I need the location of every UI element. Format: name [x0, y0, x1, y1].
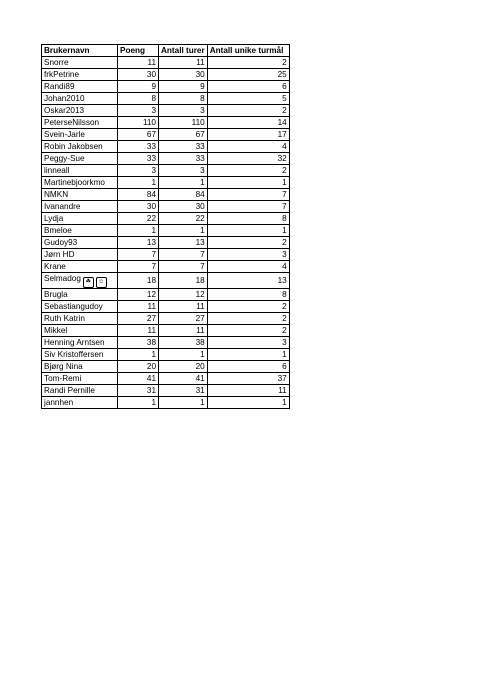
cell-brukernavn-text: Ruth Katrin — [44, 314, 85, 323]
cell-antall-unike-turmal — [207, 69, 289, 81]
cell-antall-turer-text: 12 — [195, 290, 205, 299]
cell-poeng-text: 27 — [146, 314, 156, 323]
table-row — [42, 273, 290, 289]
cell-antall-turer-text: 67 — [195, 130, 205, 139]
cell-antall-unike-turmal-text: 14 — [277, 118, 287, 127]
cell-antall-turer-text: 11 — [196, 326, 205, 335]
cell-antall-unike-turmal — [207, 385, 289, 397]
cell-brukernavn — [42, 57, 118, 69]
cell-antall-turer-text: 20 — [195, 362, 205, 371]
cell-poeng — [118, 349, 159, 361]
table-row — [42, 141, 290, 153]
cell-antall-turer — [159, 117, 208, 129]
cell-antall-turer — [159, 213, 208, 225]
header-antall-turer: Antall turer — [159, 45, 208, 57]
cell-poeng — [118, 361, 159, 373]
header-poeng: Poeng — [118, 45, 159, 57]
cell-brukernavn-text: Sebastiangudoy — [44, 302, 103, 311]
cell-antall-unike-turmal-text: 1 — [282, 226, 287, 235]
cell-antall-turer — [159, 301, 208, 313]
cell-poeng — [118, 313, 159, 325]
cell-antall-unike-turmal — [207, 249, 289, 261]
cell-poeng-text: 1 — [151, 398, 156, 407]
cell-antall-turer — [159, 361, 208, 373]
cell-brukernavn — [42, 337, 118, 349]
cell-antall-turer — [159, 153, 208, 165]
cell-antall-turer-text: 11 — [196, 58, 205, 67]
cell-brukernavn-text: Ivanandre — [44, 202, 81, 211]
cell-brukernavn — [42, 81, 118, 93]
cell-antall-unike-turmal-text: 7 — [282, 190, 287, 199]
cell-antall-turer — [159, 105, 208, 117]
cell-brukernavn — [42, 117, 118, 129]
cell-brukernavn — [42, 93, 118, 105]
cell-antall-unike-turmal-text: 8 — [282, 290, 287, 299]
cell-antall-unike-turmal — [207, 373, 289, 385]
cell-antall-turer — [159, 337, 208, 349]
cell-antall-turer — [159, 57, 208, 69]
cell-poeng — [118, 57, 159, 69]
cell-brukernavn — [42, 385, 118, 397]
scoreboard-table — [41, 44, 290, 409]
table-row — [42, 361, 290, 373]
cell-brukernavn — [42, 325, 118, 337]
cell-antall-turer-text: 38 — [195, 338, 205, 347]
cell-poeng-text: 3 — [151, 166, 156, 175]
table-row — [42, 237, 290, 249]
cell-poeng-text: 30 — [146, 70, 156, 79]
cell-antall-turer — [159, 177, 208, 189]
cell-antall-unike-turmal-text: 13 — [277, 276, 287, 285]
cell-antall-unike-turmal-text: 8 — [282, 214, 287, 223]
cell-brukernavn-text: Randi Pernille — [44, 386, 95, 395]
cell-antall-unike-turmal — [207, 397, 289, 409]
cell-poeng — [118, 273, 159, 289]
cell-brukernavn-text: Brugla — [44, 290, 68, 299]
cell-brukernavn-text: PeterseNilsson — [44, 118, 100, 127]
cell-poeng-text: 1 — [151, 226, 156, 235]
cell-brukernavn — [42, 361, 118, 373]
table-row — [42, 213, 290, 225]
table-row — [42, 165, 290, 177]
cell-antall-turer — [159, 165, 208, 177]
cell-brukernavn-text: linneall — [44, 166, 70, 175]
table-row — [42, 301, 290, 313]
cell-antall-unike-turmal-text: 4 — [282, 262, 287, 271]
cell-antall-turer — [159, 289, 208, 301]
cell-antall-unike-turmal-text: 7 — [282, 202, 287, 211]
cell-poeng-text: 33 — [146, 154, 156, 163]
cell-antall-unike-turmal-text: 11 — [278, 386, 287, 395]
cell-antall-turer-text: 30 — [195, 202, 205, 211]
table-row — [42, 313, 290, 325]
cell-brukernavn — [42, 373, 118, 385]
cell-antall-turer-text: 27 — [195, 314, 205, 323]
cell-antall-turer-text: 11 — [196, 302, 205, 311]
cell-poeng-text: 9 — [151, 82, 156, 91]
cell-antall-unike-turmal-text: 2 — [282, 58, 287, 67]
cell-poeng-text: 11 — [147, 302, 156, 311]
cell-poeng — [118, 177, 159, 189]
table-row — [42, 373, 290, 385]
table-row — [42, 201, 290, 213]
cell-antall-unike-turmal-text: 2 — [282, 326, 287, 335]
table-row — [42, 105, 290, 117]
table-row — [42, 349, 290, 361]
cell-poeng-text: 7 — [151, 250, 156, 259]
cell-poeng — [118, 105, 159, 117]
cell-antall-unike-turmal — [207, 313, 289, 325]
cell-antall-turer-text: 9 — [200, 82, 205, 91]
cell-poeng-text: 30 — [146, 202, 156, 211]
cell-poeng-text: 13 — [146, 238, 156, 247]
cell-antall-turer-text: 3 — [200, 106, 205, 115]
cell-antall-turer-text: 1 — [200, 350, 205, 359]
cell-antall-unike-turmal — [207, 273, 289, 289]
cell-antall-unike-turmal-text: 1 — [282, 398, 287, 407]
cell-antall-unike-turmal-text: 2 — [282, 302, 287, 311]
cell-antall-turer-text: 22 — [195, 214, 205, 223]
cell-antall-turer-text: 1 — [200, 178, 205, 187]
cell-antall-unike-turmal — [207, 225, 289, 237]
cell-antall-turer — [159, 69, 208, 81]
table-body — [42, 57, 290, 409]
table-row — [42, 81, 290, 93]
table-row — [42, 189, 290, 201]
cell-poeng — [118, 301, 159, 313]
face-emoji-icon: ☺ — [96, 277, 107, 288]
cell-brukernavn-text: Snorre — [44, 58, 69, 67]
cell-poeng-text: 67 — [146, 130, 156, 139]
cell-brukernavn — [42, 189, 118, 201]
cell-antall-turer — [159, 273, 208, 289]
cell-antall-turer — [159, 141, 208, 153]
cell-brukernavn-text: Krane — [44, 262, 66, 271]
cell-brukernavn — [42, 177, 118, 189]
cell-brukernavn-text: Johan2010 — [44, 94, 85, 103]
cell-poeng — [118, 237, 159, 249]
cell-antall-unike-turmal — [207, 93, 289, 105]
cell-antall-unike-turmal-text: 2 — [282, 238, 287, 247]
cell-antall-unike-turmal-text: 2 — [282, 166, 287, 175]
table-row — [42, 325, 290, 337]
cell-brukernavn-text: Bjørg Nina — [44, 362, 83, 371]
cell-brukernavn-text: Siv Kristoffersen — [44, 350, 104, 359]
cell-antall-unike-turmal-text: 1 — [282, 178, 287, 187]
cell-antall-turer — [159, 373, 208, 385]
cell-antall-turer — [159, 129, 208, 141]
cell-antall-unike-turmal — [207, 325, 289, 337]
cell-brukernavn-text: Robin Jakobsen — [44, 142, 103, 151]
cell-poeng-text: 18 — [146, 276, 156, 285]
cell-brukernavn-text: Selmadog — [44, 274, 81, 283]
cell-antall-unike-turmal — [207, 189, 289, 201]
header-antall-unike-turmal: Antall unike turmål — [207, 45, 289, 57]
cell-poeng-text: 11 — [147, 326, 156, 335]
cell-antall-unike-turmal-text: 3 — [282, 250, 287, 259]
cell-antall-turer — [159, 189, 208, 201]
cell-poeng — [118, 213, 159, 225]
cell-antall-turer — [159, 249, 208, 261]
cell-poeng — [118, 289, 159, 301]
cell-brukernavn-text: Henning Arntsen — [44, 338, 105, 347]
cell-antall-turer-text: 84 — [195, 190, 205, 199]
table-row — [42, 385, 290, 397]
cell-brukernavn-text: Randi89 — [44, 82, 75, 91]
cell-antall-unike-turmal-text: 25 — [277, 70, 287, 79]
cell-brukernavn — [42, 105, 118, 117]
cell-antall-unike-turmal-text: 6 — [282, 82, 287, 91]
cell-brukernavn-text: Peggy-Sue — [44, 154, 85, 163]
cell-poeng — [118, 397, 159, 409]
cell-brukernavn — [42, 153, 118, 165]
cell-antall-unike-turmal — [207, 301, 289, 313]
cell-brukernavn — [42, 201, 118, 213]
cell-antall-unike-turmal-text: 3 — [282, 338, 287, 347]
cell-antall-unike-turmal — [207, 177, 289, 189]
table-row — [42, 57, 290, 69]
cell-poeng — [118, 93, 159, 105]
cell-brukernavn-text: Lydja — [44, 214, 64, 223]
cell-antall-unike-turmal — [207, 201, 289, 213]
table-row — [42, 261, 290, 273]
cell-antall-turer-text: 3 — [200, 166, 205, 175]
cell-poeng-text: 11 — [147, 58, 156, 67]
cell-antall-unike-turmal-text: 6 — [282, 362, 287, 371]
cell-antall-turer — [159, 81, 208, 93]
cell-brukernavn — [42, 165, 118, 177]
table-row — [42, 117, 290, 129]
cell-poeng — [118, 201, 159, 213]
cell-brukernavn — [42, 289, 118, 301]
cell-antall-unike-turmal-text: 5 — [282, 94, 287, 103]
cell-antall-unike-turmal-text: 2 — [282, 314, 287, 323]
cell-antall-turer-text: 18 — [195, 276, 205, 285]
table-row — [42, 177, 290, 189]
cell-antall-turer-text: 7 — [200, 262, 205, 271]
cell-brukernavn — [42, 213, 118, 225]
cell-antall-turer-text: 33 — [195, 142, 205, 151]
cell-brukernavn — [42, 141, 118, 153]
cell-brukernavn — [42, 237, 118, 249]
table-row — [42, 129, 290, 141]
cell-brukernavn — [42, 69, 118, 81]
table-row — [42, 249, 290, 261]
table-row — [42, 225, 290, 237]
table-row — [42, 397, 290, 409]
cell-antall-turer-text: 41 — [195, 374, 205, 383]
cell-antall-turer — [159, 201, 208, 213]
cell-antall-unike-turmal — [207, 153, 289, 165]
cell-antall-unike-turmal — [207, 289, 289, 301]
cell-brukernavn — [42, 249, 118, 261]
cell-antall-unike-turmal — [207, 117, 289, 129]
cell-brukernavn — [42, 301, 118, 313]
cell-antall-unike-turmal-text: 4 — [282, 142, 287, 151]
cell-antall-turer — [159, 313, 208, 325]
cell-brukernavn-text: Gudoy93 — [44, 238, 78, 247]
cell-brukernavn — [42, 225, 118, 237]
cell-antall-unike-turmal — [207, 81, 289, 93]
cell-antall-turer-text: 110 — [191, 118, 205, 127]
cell-antall-turer — [159, 397, 208, 409]
cell-poeng-text: 38 — [146, 338, 156, 347]
cell-antall-turer-text: 1 — [200, 226, 205, 235]
table-row — [42, 69, 290, 81]
cell-antall-turer — [159, 325, 208, 337]
cell-poeng-text: 1 — [151, 350, 156, 359]
cell-antall-unike-turmal-text: 37 — [277, 374, 287, 383]
cell-antall-turer — [159, 385, 208, 397]
cell-antall-unike-turmal-text: 32 — [277, 154, 287, 163]
header-row — [42, 45, 290, 57]
cell-poeng — [118, 337, 159, 349]
cell-brukernavn-text: Oskar2013 — [44, 106, 85, 115]
cell-poeng-text: 8 — [151, 94, 156, 103]
cell-poeng — [118, 141, 159, 153]
cell-poeng-text: 20 — [146, 362, 156, 371]
cell-brukernavn — [42, 273, 118, 289]
cell-brukernavn — [42, 261, 118, 273]
cell-poeng — [118, 325, 159, 337]
cell-antall-unike-turmal — [207, 57, 289, 69]
cell-poeng-text: 22 — [146, 214, 156, 223]
cell-brukernavn — [42, 397, 118, 409]
cell-antall-turer-text: 7 — [200, 250, 205, 259]
cell-brukernavn-text: frkPetrine — [44, 70, 80, 79]
cell-poeng — [118, 69, 159, 81]
cell-antall-turer — [159, 349, 208, 361]
cell-poeng-text: 33 — [146, 142, 156, 151]
cell-poeng — [118, 261, 159, 273]
cell-brukernavn-text: Tom-Remi — [44, 374, 82, 383]
cell-antall-turer — [159, 261, 208, 273]
cell-antall-turer — [159, 225, 208, 237]
cell-antall-turer-text: 13 — [195, 238, 205, 247]
cell-poeng-text: 110 — [142, 118, 156, 127]
dog-emoji-icon: ☘ — [83, 277, 94, 288]
table-row — [42, 337, 290, 349]
cell-antall-turer-text: 31 — [195, 386, 205, 395]
cell-brukernavn-text: jannhen — [44, 398, 74, 407]
table-row — [42, 93, 290, 105]
cell-poeng — [118, 165, 159, 177]
cell-poeng — [118, 225, 159, 237]
cell-antall-turer-text: 8 — [200, 94, 205, 103]
cell-antall-turer-text: 30 — [195, 70, 205, 79]
cell-poeng — [118, 129, 159, 141]
cell-antall-turer-text: 1 — [200, 398, 205, 407]
cell-antall-unike-turmal — [207, 165, 289, 177]
cell-antall-unike-turmal-text: 2 — [282, 106, 287, 115]
cell-poeng-text: 3 — [151, 106, 156, 115]
cell-antall-unike-turmal — [207, 361, 289, 373]
cell-brukernavn — [42, 313, 118, 325]
cell-antall-unike-turmal-text: 17 — [277, 130, 287, 139]
cell-poeng — [118, 117, 159, 129]
cell-poeng — [118, 373, 159, 385]
table-row — [42, 289, 290, 301]
cell-brukernavn — [42, 349, 118, 361]
cell-brukernavn-text: Mikkel — [44, 326, 68, 335]
cell-poeng — [118, 81, 159, 93]
cell-antall-unike-turmal — [207, 213, 289, 225]
table-row — [42, 153, 290, 165]
cell-antall-unike-turmal — [207, 261, 289, 273]
cell-brukernavn-text: NMKN — [44, 190, 69, 199]
header-brukernavn: Brukernavn — [42, 45, 118, 57]
cell-brukernavn — [42, 129, 118, 141]
cell-antall-turer-text: 33 — [195, 154, 205, 163]
cell-antall-unike-turmal — [207, 349, 289, 361]
cell-antall-unike-turmal-text: 1 — [282, 350, 287, 359]
cell-poeng-text: 1 — [151, 178, 156, 187]
cell-antall-unike-turmal — [207, 237, 289, 249]
cell-antall-turer — [159, 237, 208, 249]
cell-antall-unike-turmal — [207, 141, 289, 153]
cell-brukernavn-text: Bmeloe — [44, 226, 72, 235]
cell-poeng — [118, 249, 159, 261]
cell-antall-unike-turmal — [207, 105, 289, 117]
cell-brukernavn-text: Svein-Jarle — [44, 130, 85, 139]
cell-poeng — [118, 153, 159, 165]
cell-antall-turer — [159, 93, 208, 105]
cell-antall-unike-turmal — [207, 129, 289, 141]
cell-poeng-text: 84 — [146, 190, 156, 199]
cell-brukernavn-text: Martinebjoorkmo — [44, 178, 105, 187]
cell-poeng — [118, 189, 159, 201]
cell-poeng-text: 7 — [151, 262, 156, 271]
cell-poeng — [118, 385, 159, 397]
cell-poeng-text: 41 — [146, 374, 156, 383]
cell-brukernavn-text: Jørn HD — [44, 250, 75, 259]
cell-antall-unike-turmal — [207, 337, 289, 349]
cell-poeng-text: 12 — [146, 290, 156, 299]
cell-poeng-text: 31 — [146, 386, 156, 395]
